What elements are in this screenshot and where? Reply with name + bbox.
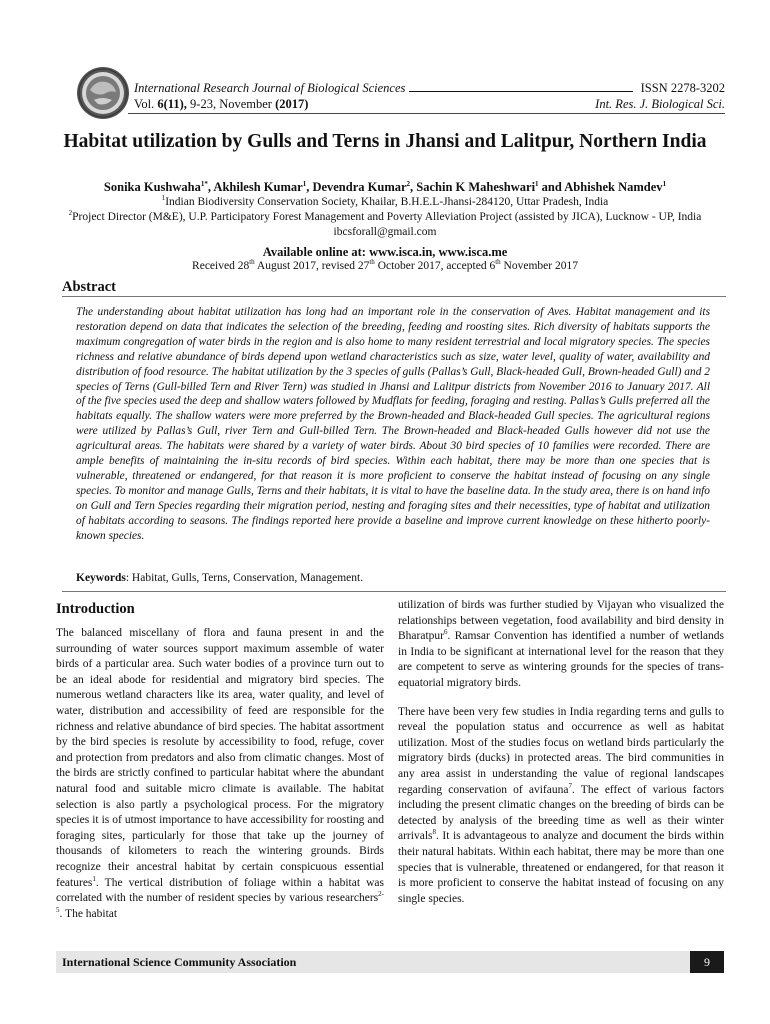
received-dates: Received 28th August 2017, revised 27th October 2017, accepted 6th November 2017 bbox=[192, 258, 578, 272]
available-online[interactable]: Available online at: www.isca.in, www.isca.me bbox=[262, 245, 508, 259]
pages-month: 9-23, November bbox=[190, 97, 272, 111]
affiliation-2: $^2$Project Director (M&E), U.P. Participatory Forest Management and Poverty Alleviation Project (assisted by JICA), Lucknow - UP, India bbox=[68, 209, 702, 223]
author: Abhishek Namdev bbox=[564, 180, 663, 194]
keywords-divider bbox=[62, 591, 726, 592]
contact-email[interactable]: ibcsforall@gmail.com bbox=[333, 226, 437, 238]
author-list: Sonika Kushwaha$^{1*}$, Akhilesh Kumar$^1$, Devendra Kumar$^2$, Sachin K Maheshwari$^1$ and Abhishek Namdev$^1$ bbox=[103, 180, 667, 194]
paragraph: utilization of birds was further studied by Vijayan who visualized the relationships between vegetation, food availability and bird density in Bharatpur$^6$. Ramsar Convention has identified a number of wetlands in India to be significant at international level for the reason that they are competent to serve as wintering grounds for the species of trans-equatorial migratory birds. bbox=[398, 599, 724, 689]
page-number: 9 bbox=[690, 951, 724, 973]
author: Akhilesh Kumar bbox=[213, 180, 303, 194]
introduction-heading: Introduction bbox=[56, 601, 135, 617]
author: Devendra Kumar bbox=[312, 180, 407, 194]
journal-name: International Research Journal of Biological Sciences bbox=[134, 81, 406, 95]
year: (2017) bbox=[275, 97, 309, 111]
journal-logo-icon bbox=[76, 66, 130, 120]
left-column bbox=[56, 598, 384, 935]
volume-label: Vol. bbox=[134, 97, 155, 111]
issn: ISSN 2278-3202 bbox=[640, 81, 725, 95]
author: Sachin K Maheshwari bbox=[416, 180, 536, 194]
paragraph: There have been very few studies in India regarding terns and gulls to reveal the population status and occurrence as well as habitat utilization. Most of the studies focus on wetland birds particularly the migratory birds (ducks) in protected areas. The bird communities in any area assist in understanding the value of regional landscapes regarding conservation of avifauna$^7$. The effect of various factors including the present climatic changes on the breeding of birds can be detected by analysis of the breeding time as well as their winter arrivals$^8$. It is advantageous to analyze and document the birds within their natural habitats. Within each habitat, there may be more than one species that is vulnerable, threatened or endangered, for that reason it is more proficient to conserve the habitat instead of focusing on any single species. bbox=[398, 705, 724, 905]
journal-header-left bbox=[134, 80, 637, 112]
abstract-heading: Abstract bbox=[62, 279, 116, 295]
paragraph: The balanced miscellany of flora and fauna present in and the surrounding of water sources support maximum assemble of water birds of a particular area. Such water bodies of a province turn out to be an ideal abode for residential and migratory bird species. The numerous wetland characters like its area, water quality, and level of water, distribution and accessibility of feed are responsible for the richness and relative abundance of bird species. The habitat assortment by the bird species is resolute by accessibility to food, refuge, cover and protection from predators and also from climatic changes. Most of the birds are strictly confined to particular habitat where the abundant natural food and suitable micro climate is available. The habitat selection is also partly a psychological process. For the migratory species it is of utmost importance to have accessibility for roosting and foraging sites, particularly for those that take up the journey of thousands of kilometers to reach the wintering grounds. Birds recognize their ancestral habitat by certain conspicuous essential features$^1$. The vertical distribution of foliage within a habitat was correlated with the number of resident species by various researchers$^{2-5}$. The habitat bbox=[56, 627, 384, 920]
paper-title: Habitat utilization by Gulls and Terns in Jhansi and Lalitpur, Northern India bbox=[63, 131, 707, 152]
abstract-text: The understanding about habitat utilization has long had an important role in the conservation of Aves. Habitat management and its restoration depend on data that indicates the selection of the breeding, feeding and roosting sites. Rich diversity of habitats supports the maximum congregation of water birds in the region and is also home to many resident terrestrial and local migratory species. The species richness and relative abundance of birds depend upon wetland characteristics such as size, water level, quality of water, availability and distribution of food resource. The habitat utilization by the 3 species of gulls (Pallas’s Gull, Black-headed Gull, Brown-headed Gull) and 2 species of Terns (Gull-billed Tern and River Tern) was studied in Jhansi and Lalitpur districts from November 2016 to January 2017. All of the five species used the deep and shallow waters followed by Mudflats for feeding, foraging and resting. Pallas’s Gulls preferred all the habitats equally. The shallow waters were more preferred by the Brown-headed and Black-headed Gull species. The agricultural regions were utilized by Pallas’s Gull, river Tern and Gull-billed Tern. The Brown-headed and Black-headed Gulls however did not use the agricultural areas. The habitats were shared by a variety of water birds. About 30 bird species of 10 families were recorded. There are ample benefits of maintaining the in-situ records of bird species. Within each habitat, there may be more than one species that is vulnerable, threatened or endangered, for that reason it is more proficient to conserve the habitat instead of focusing on any single species. To monitor and manage Gulls, Terns and their habitats, it is vital to have the baseline data. In the study area, there is on hand info on Gull and Tern Species regarding their migration period, nesting and foraging sites and their necessities, type of habitat and utilization of habitats according to seasons. The findings reported here provide a baseline and improve current knowledge on these hitherto poorly-known species. bbox=[76, 306, 710, 542]
keywords: Keywords: Habitat, Gulls, Terns, Conservation, Management. bbox=[76, 572, 364, 584]
affiliation-1: $^1$Indian Biodiversity Conservation Society, Khailar, B.H.E.L-Jhansi-284120, Uttar Pradesh, India bbox=[161, 194, 609, 208]
volume-value: 6(11), bbox=[157, 97, 187, 111]
journal-abbreviation: Int. Res. J. Biological Sci. bbox=[595, 97, 725, 111]
author: Sonika Kushwaha bbox=[103, 180, 201, 194]
footer-organization: International Science Community Association bbox=[56, 951, 690, 973]
journal-header-right bbox=[595, 80, 725, 112]
abstract-divider bbox=[62, 296, 726, 297]
right-column bbox=[398, 598, 724, 920]
header-divider bbox=[128, 113, 725, 114]
